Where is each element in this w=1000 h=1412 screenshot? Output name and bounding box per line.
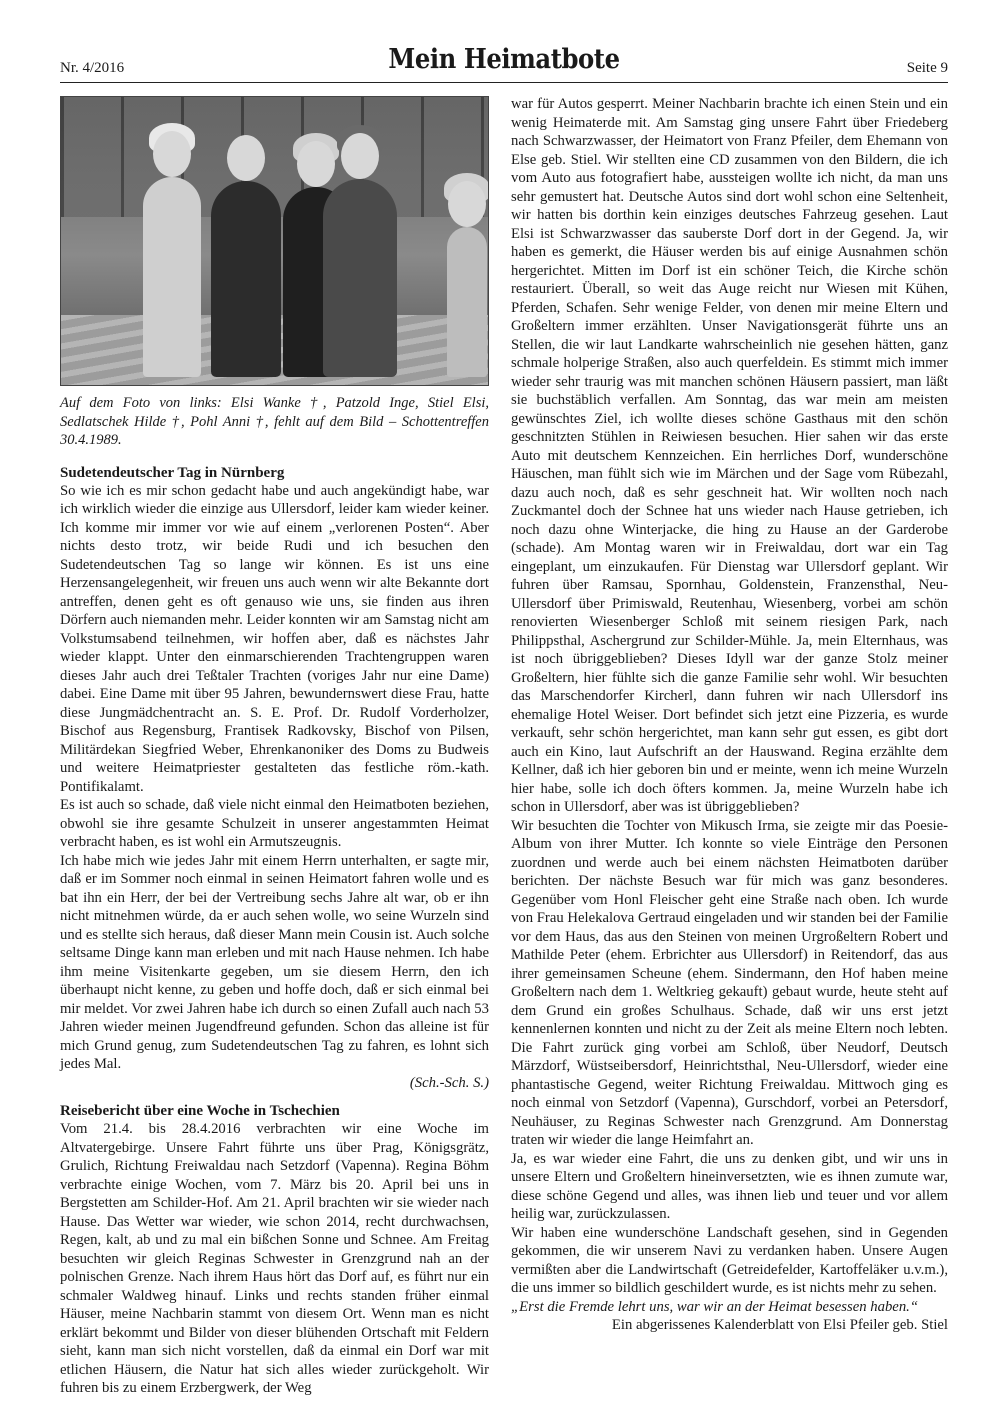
group-photo bbox=[60, 96, 489, 386]
issue-number: Nr. 4/2016 bbox=[60, 60, 125, 76]
article-paragraph: So wie ich es mir schon gedacht habe und auch angekündigt habe, war ich wirklich wieder die einzige aus Ullersdorf, leider kam wieder keiner. Ich komme mir immer vor wie auf einem „verlorenen Posten“. Aber nichts desto trotz, wir beide Rudi und ich besuchen den Sudetendeutschen Tag so lange wir können. Es ist uns eine Herzensangelegenheit, wir freuen uns auch wenn wir alte Bekannte dort antreffen, denen geht es oft genauso wie uns, sie finden aus ihren Dörfern auch niemanden mehr. Leider konnten wir am Samstag nicht am Volkstumsabend teilnehmen, wir hoffen aber, daß es nächstes Jahr wieder klappt. Unter den einmarschierenden Trachtengruppen waren dieses Jahr auch drei Teßtaler Trachten (voriges Jahr nur eine Dame) dabei. Eine Dame mit über 95 Jahren, bewundernswert diese Frau, hatte diese Jungmädchentracht an. S. E. Prof. Dr. Rudolf Vorderholzer, Bischof aus Regensburg, Frantisek Radkovsky, Bischof von Pilsen, Militärdekan Siegfried Weber, Ehrenkanoniker des Doms zu Budweis und weitere Heimatpriester gestalteten das festliche röm.-kath. Pontifikalamt. bbox=[60, 482, 489, 795]
left-column bbox=[60, 96, 489, 1398]
closing-quote: „Erst die Fremde lehrt uns, war wir an der Heimat besessen haben.“ bbox=[511, 1298, 919, 1315]
article-signature: (Sch.-Sch. S.) bbox=[409, 1074, 489, 1091]
article-paragraph: Ja, es war wieder eine Fahrt, die uns zu denken gibt, und wir uns in unsere Eltern und Großeltern hineinversetzten, wie es ihnen zumute war, diese schöne Gegend und alles, was ihnen lieb und teuer und vor allem heilig war, zurückzulassen. bbox=[511, 1150, 948, 1222]
article-paragraph: Wir haben eine wunderschöne Landschaft gesehen, sind in Gegenden gekommen, die wir unserem Navi zu verdanken haben. Unsere Augen vermißten aber die Landwirtschaft (Getreidefelder, Kartoffeläker u.v.m.), die uns immer so bildlich geschildert wurde, es ist nichts mehr zu sehen. bbox=[511, 1224, 948, 1296]
article-paragraph: Ich habe mich wie jedes Jahr mit einem Herrn unterhalten, er sagte mir, daß er im Sommer noch einmal in seinen Heimatort fahren wolle und es bat ihn ein Herr, der bei der Vertreibung sechs Jahre alt war, ob er ihn nicht mitnehmen würde, da er auch sehen wolle, wo seine Wurzeln sind und es stellte sich heraus, daß dieser Mann mein Cousin ist. Auch solche seltsame Dinge kann man erleben und mit nach Hause nehmen. Ich habe ihm meine Visitenkarte gegeben, um sie diesem Herrn, den ich überhaupt nicht kenne, zu geben und hoffe doch, daß er sich einmal bei mir meldet. Vor zwei Jahren habe ich durch so einen Zufall auch nach 53 Jahren wieder meinen Jugendfreund gefunden. Schon das alleine ist für mich Grund genug, zum Sudetendeutschen Tag zu fahren, es lohnt sich jedes Mal. bbox=[60, 852, 489, 1073]
article-paragraph: Wir besuchten die Tochter von Mikusch Irma, sie zeigte mir das Poesie-Album von ihrer Mutter. Ich konnte so viele Einträge den Personen zuordnen und werde auch bei einem nächsten Heimatboten darüber berichten. Der nächste Besuch war für mich was ganz besonderes. Gegenüber vom Honl Fleischer geht eine Straße nach oben. Ich wurde von Frau Helekalova Gertraud eingeladen und wir standen bei der Familie vor dem Haus, das aus den Steinen von meinen Urgroßeltern Robert und Mathilde Peter (ehem. Erbrichter aus Ullersdorf) in Reitendorf, das aus ihrer gemeinsamen Scheune (ehem. Sindermann, den Hof haben meine Großeltern nach dem 1. Weltkrieg gekauft) gebaut wurde, heute steht auf dem Grund ein großes Schulhaus. Schade, daß wir uns erst jetzt kennenlernen konnten und nicht zu der Zeit als meine Eltern noch lebten. Die Fahrt zurück ging vorbei am Schloß, über Neudorf, Deutsch Märzdorf, Wüstseibersdorf, Heinrichtsthal, Neu-Ullersdorf, wieder eine phantastische Gegend, weiter Richtung Freiwaldau. Mittwoch ging es noch einmal von Setzdorf (Vapenna), Gurschdorf, vorbei an Petersdorf, Neuhäuser, zu Reginas Schwester nach Grenzgrund. Am Donnerstag traten wir wieder die lange Heimfahrt an. bbox=[511, 817, 948, 1148]
photo-person bbox=[143, 177, 201, 377]
photo-caption: Auf dem Foto von links: Elsi Wanke †, Patzold Inge, Stiel Elsi, Sedlatschek Hilde †, Pohl Anni †, fehlt auf dem Bild – Schottentreffen 30.4.1989. bbox=[60, 395, 489, 449]
header-rule bbox=[60, 82, 948, 83]
article-title: Sudetendeutscher Tag in Nürnberg bbox=[60, 464, 285, 481]
right-column bbox=[511, 95, 948, 1335]
article-paragraph: Es ist auch so schade, daß viele nicht einmal den Heimatboten beziehen, obwohl sie ihre gesamte Schulzeit in unserer angestammten Heimat verbracht haben, es ist wohl ein Armutszeugnis. bbox=[60, 797, 489, 851]
article-paragraph: war für Autos gesperrt. Meiner Nachbarin brachte ich einen Stein und ein wenig Heimaterde mit. Am Samstag ging unsere Fahrt über Friedeberg nach Schwarzwasser, der Heimatort von Franz Pfeiler, dem Ehemann von Else geb. Stiel. Wir stellten eine CD zusammen von den Bildern, die ich vom Auto aus fotografiert habe, aussteigen wollte ich nicht, da man uns sehr gemustert hat. Deutsche Autos sind dort wohl schon eine Seltenheit, wir hatten bis dorthin kein einziges deutsches Fahrzeug gesehen. Laut Elsi ist Schwarzwasser das sauberste Dorf dort in der Gegend. Ja, wir haben es gemerkt, die Häuser werden bis auf einige Ausnahmen schön hergerichtet. Mitten im Dorf ist ein schöner Teich, die Kirche schön restauriert. Überall, so weit das Auge reicht nur Wiesen mit Kühen, Pferden, Schafen. Sehr wenige Felder, von denen mir meine Eltern und Großeltern immer erzählten. Unser Navigationsgerät führte uns an Stellen, die wir laut Landkarte wahrscheinlich nie gesehen hätten, ganz schmale holperige Straßen, also auch querfeldein. Es stimmt mich immer wieder sehr traurig was mit manchen schönen Häusern passiert, man läßt sie buchstäblich verfallen. Am Sonntag, das war mein am meisten gewünschtes Ziel, ich wollte dieses schöne Gasthaus mit den schön geschnitzten Stühlen in Reiwiesen besuchen. Hier sahen wir das erste Auto mit deutschem Kennzeichen. Ein herrliches Dorf, wunderschöne Häuschen, man fühlt sich wie im Märchen und der Sage vom Rübezahl, dazu auch noch, daß es sehr geschneit hat. Wir wollten noch nach Zuckmantel doch der Schnee hat uns wieder nach Hause getrieben, ich noch dazu ohne Winterjacke, die hing zu Hause an der Garderobe (schade). Am Montag waren wir in Freiwaldau, dort war ein Tag eingeplant, um einzukaufen. Für Dienstag war Ullersdorf geplant. Wir fuhren über Ramsau, Spornhau, Goldenstein, Franzensthal, Neu-Ullersdorf über Primiswald, Reutenhau, Wiesenberg, vorbei am schön renovierten Wiesenberger Schloß mit seinem riesigen Park, nach Philippsthal, Aschergrund zur Schilder-Mühle. Ja, mein Elternhaus, was ist noch übriggeblieben? Dieses Idyll war der ganze Stolz meiner Großeltern, hier fühlte sich die ganze Familie sehr wohl. Wir besuchten das Marschendorfer Kircherl, dann fuhren wir nach Ullersdorf ins ehemalige Hotel Weiser. Dort befindet sich jetzt eine Pizzeria, es wurde verkauft, sehr schön hergerichtet, man kann sehr gut essen, es gibt dort auch ein Kino, laut Aufschrift an der Hauswand. Regina erzählte dem Kellner, daß ich hier geboren bin und er meinte, wenn ich meine Wurzeln hier habe, solle ich doch öfters kommen. Ja, meine Wurzeln habe ich schon in Ullersdorf, aber was ist übriggeblieben? bbox=[511, 96, 948, 815]
photo-person bbox=[323, 179, 397, 377]
photo-person bbox=[211, 181, 281, 377]
article-paragraph: Vom 21.4. bis 28.4.2016 verbrachten wir eine Woche im Altvatergebirge. Unsere Fahrt führte uns über Prag, Königsgrätz, Grulich, Richtung Freiwaldau nach Setzdorf (Vapenna). Regina Böhm verbrachte einige Wochen, vom 7. März bis 20. April bei uns in Bergstetten am Schilder-Hof. Am 21. April brachten wir sie wieder nach Hause. Das Wetter war wieder, wie schon 2014, recht durchwachsen, Regen, kalt, ab und zu mal ein bißchen Sonne und Schnee. Am Freitag besuchten wir gleich Reginas Schwester in Grenzgrund nah an der polnischen Grenze. Nach ihrem Haus hört das Dorf auf, es führt nur ein schmaler Waldweg hinauf. Links und rechts standen früher einmal Häuser, meine Nachbarin stammt von diesem Ort. Wenn man es nicht erklärt bekommt und Bilder von dieser blühenden Ortschaft mit Feldern sieht, kann man sich nicht vorstellen, daß da einmal ein Dorf war mit etlichen Häusern, die Natur hat sich alles wieder zurückgeholt. Wir fuhren bis zu einem Erzbergwerk, der Weg bbox=[60, 1121, 489, 1397]
photo-person bbox=[447, 227, 487, 377]
masthead-logo: Mein Heimatbote bbox=[388, 44, 620, 75]
page-number: Seite 9 bbox=[906, 60, 948, 76]
article-title: Reisebericht über eine Woche in Tschechien bbox=[60, 1103, 340, 1120]
page-header bbox=[60, 38, 948, 82]
quote-source: Ein abgerissenes Kalenderblatt von Elsi Pfeiler geb. Stiel bbox=[611, 1317, 948, 1333]
